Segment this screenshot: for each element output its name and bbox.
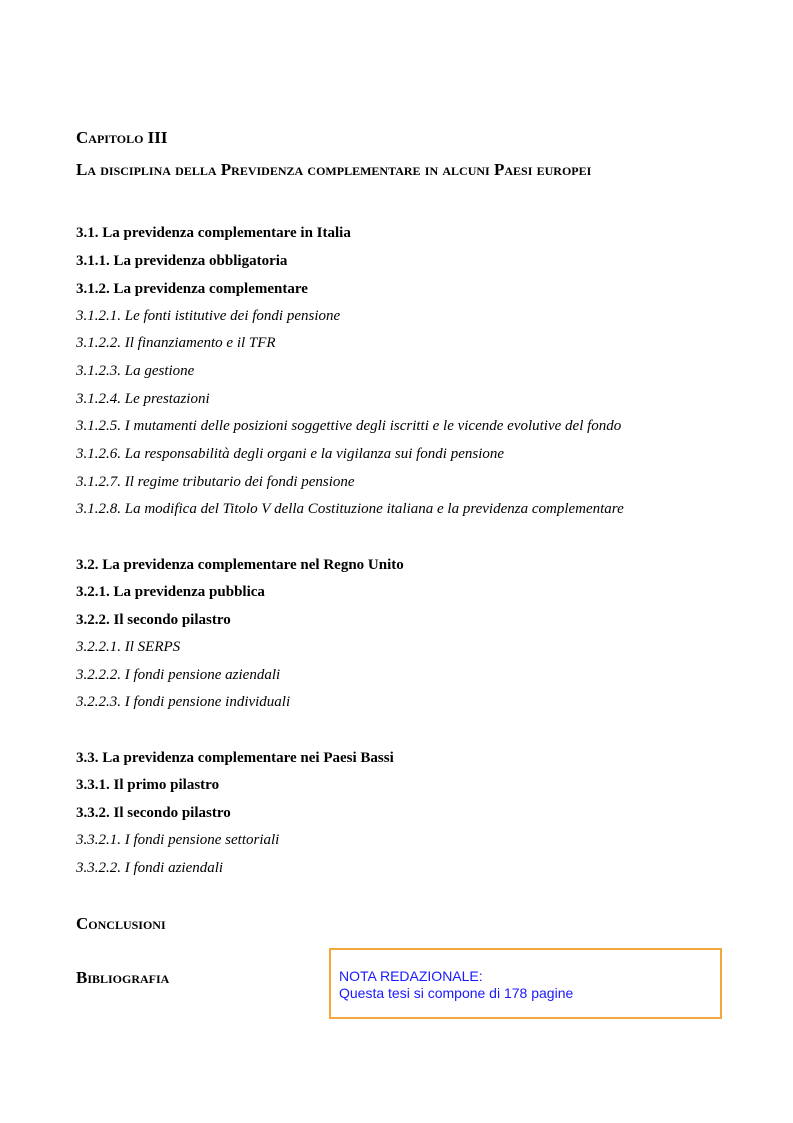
editorial-note-title: NOTA REDAZIONALE:: [339, 968, 483, 984]
toc-subsubsection: 3.1.2.4. Le prestazioni: [76, 391, 210, 407]
toc-subsubsection: 3.1.2.6. La responsabilità degli organi e la vigilanza sui fondi pensione: [76, 446, 505, 462]
toc-subsubsection: 3.3.2.1. I fondi pensione settoriali: [76, 832, 280, 848]
editorial-note-body: Questa tesi si compone di 178 pagine: [339, 985, 574, 1001]
toc-conclusioni: Conclusioni: [76, 914, 166, 933]
toc-section: 3.2. La previdenza complementare nel Regno Unito: [76, 557, 404, 573]
chapter-title: La disciplina della Previdenza complementare in alcuni Paesi europei: [76, 160, 592, 179]
toc-section: 3.1. La previdenza complementare in Italia: [76, 225, 351, 241]
toc-subsection: 3.1.2. La previdenza complementare: [76, 281, 308, 297]
editorial-note-text: [339, 968, 573, 1002]
toc-subsubsection: 3.2.2.3. I fondi pensione individuali: [76, 694, 291, 710]
toc-subsection: 3.3.1. Il primo pilastro: [76, 777, 220, 793]
toc-subsubsection: 3.1.2.1. Le fonti istitutive dei fondi pensione: [76, 308, 341, 324]
toc-subsubsection: 3.3.2.2. I fondi aziendali: [76, 860, 224, 876]
toc-subsubsection: 3.1.2.3. La gestione: [76, 363, 195, 379]
editorial-note-box: [329, 948, 722, 1019]
toc-subsection: 3.3.2. Il secondo pilastro: [76, 805, 231, 821]
toc-subsubsection: 3.1.2.5. I mutamenti delle posizioni soggettive degli iscritti e le vicende evolutive del fondo: [76, 418, 622, 434]
toc-subsubsection: 3.1.2.7. Il regime tributario dei fondi pensione: [76, 474, 355, 490]
toc-subsection: 3.1.1. La previdenza obbligatoria: [76, 253, 288, 269]
toc-subsection: 3.2.1. La previdenza pubblica: [76, 584, 265, 600]
toc-subsubsection: 3.2.2.1. Il SERPS: [76, 639, 181, 655]
toc-subsubsection: 3.2.2.2. I fondi pensione aziendali: [76, 667, 281, 683]
toc-bibliografia: Bibliografia: [76, 968, 170, 987]
toc-section: 3.3. La previdenza complementare nei Paesi Bassi: [76, 750, 394, 766]
toc-subsection: 3.2.2. Il secondo pilastro: [76, 612, 231, 628]
toc-subsubsection: 3.1.2.8. La modifica del Titolo V della Costituzione italiana e la previdenza complementare: [76, 501, 624, 517]
toc-subsubsection: 3.1.2.2. Il finanziamento e il TFR: [76, 335, 276, 351]
chapter-heading: Capitolo III: [76, 128, 168, 147]
